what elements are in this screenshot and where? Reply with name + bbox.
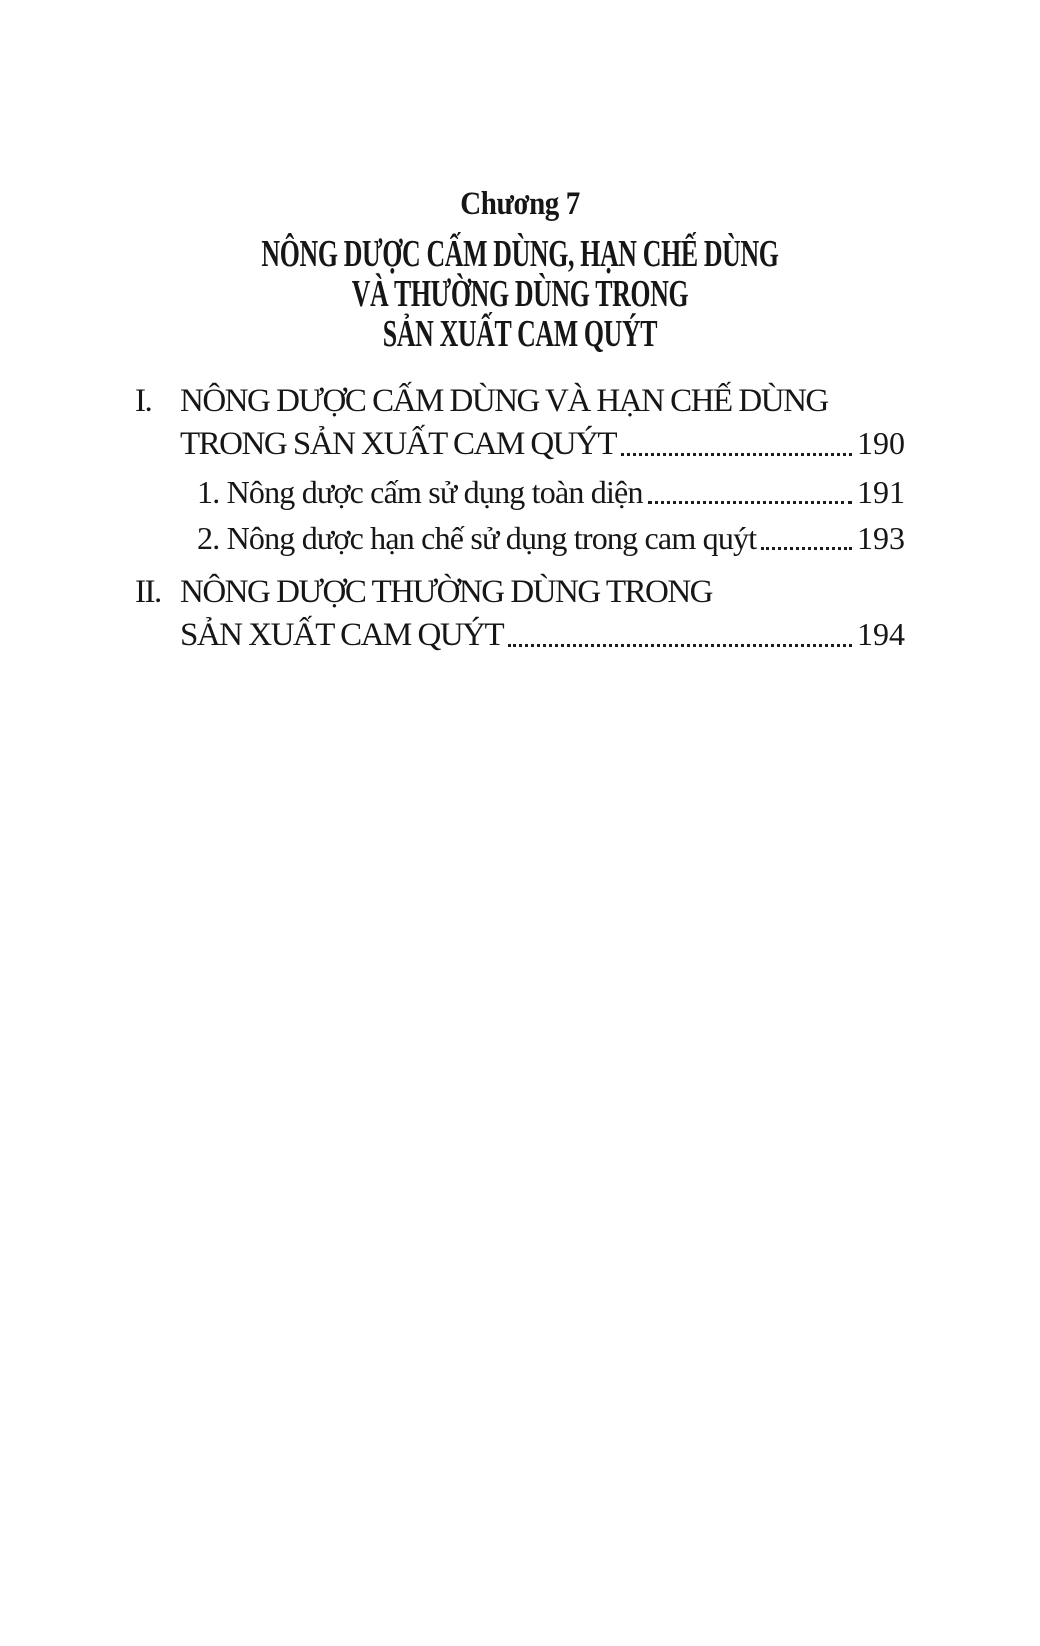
chapter-title-line: SẢN XUẤT CAM QUÝT: [382, 313, 658, 355]
toc-page-number: 190: [857, 425, 905, 461]
toc-page-number: 191: [857, 474, 905, 510]
toc-roman-numeral: I.: [135, 383, 152, 419]
toc-dot-leader: [503, 613, 857, 656]
toc-dot-leader: [643, 471, 857, 513]
chapter-label: Chương 7: [460, 186, 580, 222]
chapter-heading: [0, 0, 1040, 354]
toc-dot-leader: [616, 422, 857, 465]
toc-entry-row: [135, 380, 905, 422]
toc-subentry-row: [135, 471, 905, 513]
chapter-title-line: NÔNG DƯỢC CẤM DÙNG, HẠN CHẾ DÙNG: [261, 233, 779, 275]
toc-subentry-text: 2. Nông dược hạn chế sử dụng trong cam quýt: [197, 520, 757, 556]
toc-subentry-row: [135, 517, 905, 559]
toc-entry-text: SẢN XUẤT CAM QUÝT: [180, 617, 504, 653]
toc-entry-row: [135, 613, 905, 656]
toc-dot-leader: [756, 517, 857, 559]
toc-roman-numeral: II.: [135, 574, 161, 610]
chapter-title-line: VÀ THƯỜNG DÙNG TRONG: [351, 273, 689, 315]
toc-entry-text: TRONG SẢN XUẤT CAM QUÝT: [180, 426, 617, 462]
toc-page-number: 193: [857, 520, 905, 556]
toc-entry-text: NÔNG DƯỢC CẤM DÙNG VÀ HẠN CHẾ DÙNG: [180, 383, 828, 419]
chapter-title: [0, 234, 1040, 354]
table-of-contents: [135, 380, 905, 656]
toc-page-number: 194: [857, 616, 905, 652]
toc-subentry-text: 1. Nông dược cấm sử dụng toàn diện: [197, 474, 643, 510]
toc-entry-row: [135, 571, 905, 613]
toc-entry-text: NÔNG DƯỢC THƯỜNG DÙNG TRONG: [180, 574, 712, 610]
toc-entry-row: [135, 422, 905, 465]
